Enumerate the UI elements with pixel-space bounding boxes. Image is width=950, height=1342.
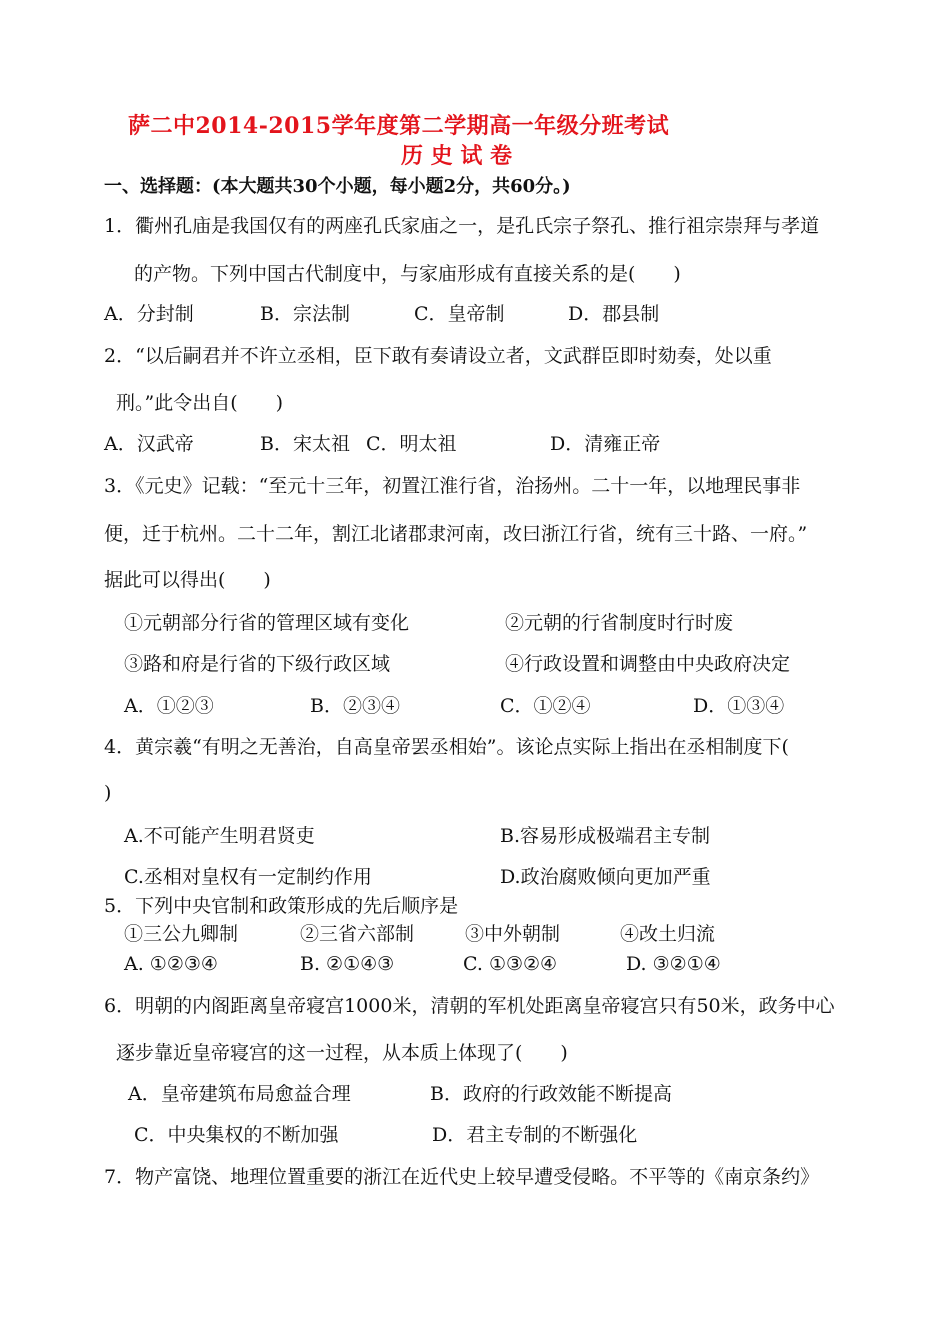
question-6-option-b: B．政府的行政效能不断提高 [430, 1083, 672, 1105]
question-3-option-c: C．①②④ [500, 695, 591, 717]
question-3-statement-3: ③路和府是行省的下级行政区域 [124, 653, 391, 675]
question-5-option-d: D. ③②①④ [626, 953, 721, 975]
question-6-line-2: 逐步靠近皇帝寝宫的这一过程，从本质上体现了( ) [116, 1042, 568, 1064]
question-3-line-1: 3．《元史》记载：“至元十三年，初置江淮行省，治扬州。二十一年，以地理民事非 [104, 475, 801, 497]
question-3-statement-4: ④行政设置和调整由中央政府决定 [505, 653, 791, 675]
question-2-line-1: 2．“以后嗣君并不许立丞相，臣下敢有奏请设立者，文武群臣即时劾奏，处以重 [104, 345, 772, 367]
exam-title: 萨二中2014-2015学年度第二学期高一年级分班考试 [128, 113, 670, 139]
question-4-line-2: ) [104, 782, 112, 804]
question-5-item-2: ②三省六部制 [300, 923, 415, 945]
question-4-option-b: B.容易形成极端君主专制 [500, 825, 711, 847]
question-5-item-1: ①三公九卿制 [124, 923, 239, 945]
question-3-option-d: D．①③④ [693, 695, 785, 717]
question-1-line-2: 的产物。下列中国古代制度中，与家庙形成有直接关系的是( ) [134, 263, 681, 285]
question-6-option-a: A．皇帝建筑布局愈益合理 [128, 1083, 351, 1105]
question-4-option-d: D.政治腐败倾向更加严重 [500, 866, 711, 888]
question-6-line-1: 6．明朝的内阁距离皇帝寝宫1000米，清朝的军机处距离皇帝寝宫只有50米，政务中心 [104, 995, 835, 1017]
question-3-statement-1: ①元朝部分行省的管理区域有变化 [124, 612, 410, 634]
question-3-option-a: A．①②③ [124, 695, 214, 717]
question-4-line-1: 4．黄宗羲“有明之无善治，自高皇帝罢丞相始”。该论点实际上指出在丞相制度下( [104, 736, 789, 758]
question-2-option-c: C．明太祖 [366, 433, 457, 455]
question-3-line-3: 据此可以得出( ) [104, 569, 271, 591]
question-5-item-3: ③中外朝制 [465, 923, 561, 945]
question-1-option-b: B．宗法制 [260, 303, 350, 325]
question-3-statement-2: ②元朝的行省制度时行时废 [505, 612, 734, 634]
exam-subtitle: 历 史 试 卷 [401, 143, 512, 169]
section-heading: 一、选择题：(本大题共30个小题，每小题2分，共60分。) [104, 176, 571, 197]
question-3-line-2: 便，迁于杭州。二十二年，割江北诸郡隶河南，改曰浙江行省，统有三十路、一府。” [104, 523, 808, 545]
question-5-line-1: 5．下列中央官制和政策形成的先后顺序是 [104, 895, 459, 917]
question-2-option-a: A．汉武帝 [104, 433, 194, 455]
question-1-option-d: D．郡县制 [568, 303, 660, 325]
question-1-line-1: 1．衢州孔庙是我国仅有的两座孔氏家庙之一，是孔氏宗子祭孔、推行祖宗崇拜与孝道 [104, 215, 820, 237]
question-6-option-d: D．君主专制的不断强化 [432, 1124, 638, 1146]
question-5-option-a: A. ①②③④ [124, 953, 218, 975]
question-1-option-c: C．皇帝制 [414, 303, 505, 325]
question-2-option-b: B．宋太祖 [260, 433, 350, 455]
question-3-option-b: B．②③④ [310, 695, 400, 717]
question-1-option-a: A．分封制 [104, 303, 194, 325]
question-5-option-c: C. ①③②④ [463, 953, 558, 975]
question-5-item-4: ④改土归流 [620, 923, 716, 945]
question-4-option-a: A.不可能产生明君贤吏 [124, 825, 315, 847]
question-7-line-1: 7．物产富饶、地理位置重要的浙江在近代史上较早遭受侵略。不平等的《南京条约》 [104, 1166, 820, 1188]
question-2-line-2: 刑。”此令出自( ) [116, 392, 284, 414]
question-5-option-b: B. ②①④③ [300, 953, 395, 975]
question-6-option-c: C．中央集权的不断加强 [134, 1124, 339, 1146]
question-4-option-c: C.丞相对皇权有一定制约作用 [124, 866, 372, 888]
question-2-option-d: D．清雍正帝 [550, 433, 661, 455]
